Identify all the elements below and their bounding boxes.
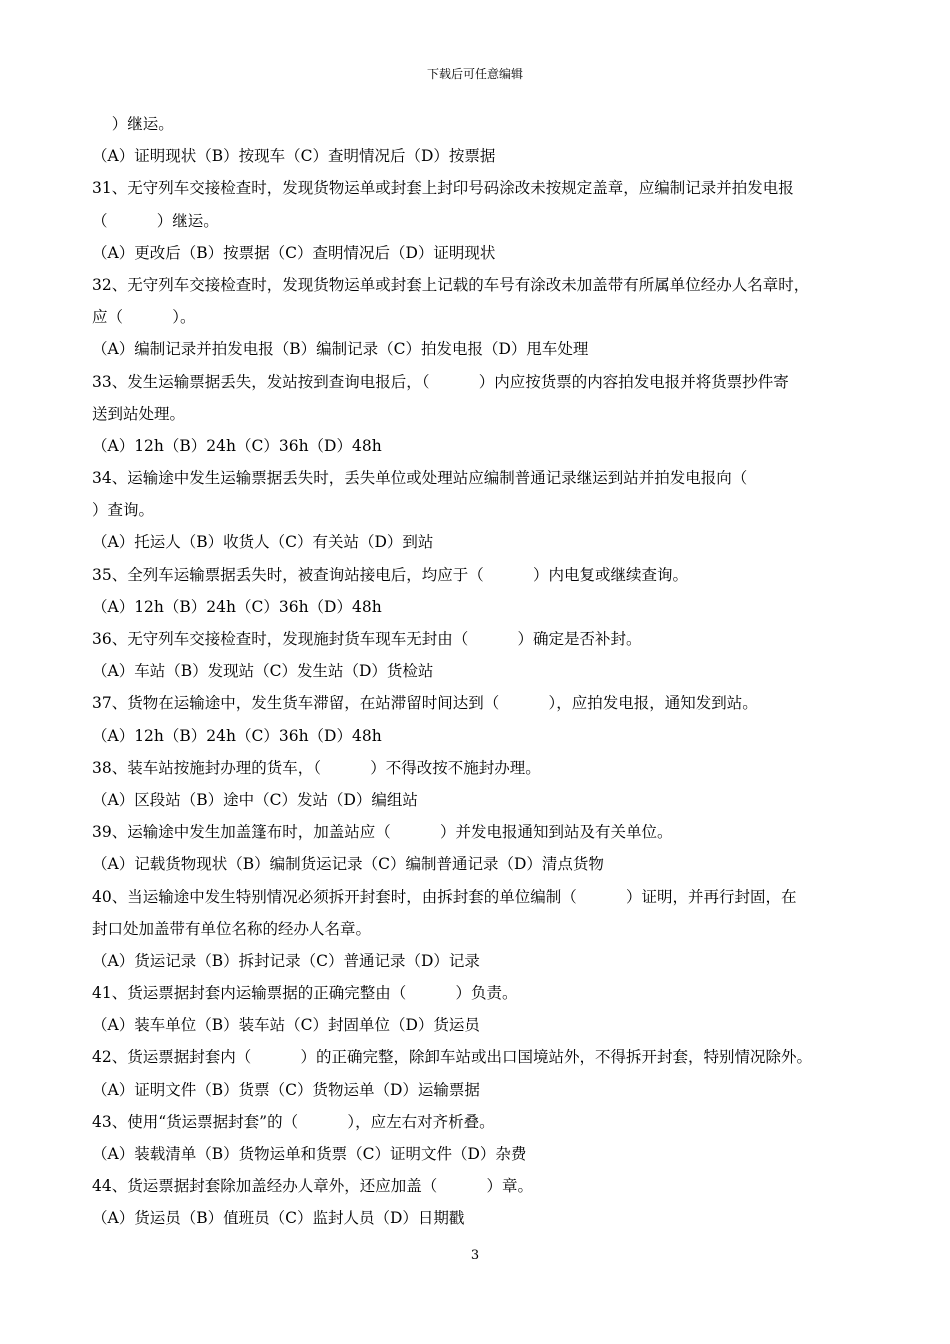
text-line: ）查询。: [92, 501, 155, 520]
text-line: （ ）继运。: [92, 211, 219, 230]
text-line: 应（ ）。: [92, 308, 196, 327]
page-header: 下载后可任意编辑: [426, 67, 523, 81]
text-line: （A）12h（B）24h（C）36h（D）48h: [92, 597, 382, 616]
text-line: 38、装车站按施封办理的货车，（ ）不得改按不施封办理。: [92, 758, 541, 777]
text-line: （A）证明文件（B）货票（C）货物运单（D）运输票据: [92, 1080, 480, 1099]
text-line: 37、货物在运输途中，发生货车滞留，在站滞留时间达到（ ），应拍发电报，通知发到站。: [92, 694, 758, 713]
document-body: [92, 108, 882, 1235]
text-line: 41、货运票据封套内运输票据的正确完整由（ ）负责。: [92, 984, 518, 1003]
text-line: （A）编制记录并拍发电报（B）编制记录（C）拍发电报（D）甩车处理: [92, 340, 589, 359]
text-line: （A）区段站（B）途中（C）发站（D）编组站: [92, 790, 418, 809]
text-line: 44、货运票据封套除加盖经办人章外，还应加盖（ ）章。: [92, 1177, 533, 1196]
text-line: （A）记载货物现状（B）编制货运记录（C）编制普通记录（D）清点货物: [92, 855, 604, 874]
text-line: 35、全列车运输票据丢失时，被查询站接电后，均应于（ ）内电复或继续查询。: [92, 565, 688, 584]
text-line: （A）更改后（B）按票据（C）查明情况后（D）证明现状: [92, 243, 496, 262]
text-line: （A）12h（B）24h（C）36h（D）48h: [92, 436, 382, 455]
text-line: 封口处加盖带有单位名称的经办人名章。: [92, 919, 372, 938]
text-line: （A）证明现状（B）按现车（C）查明情况后（D）按票据: [92, 147, 496, 166]
text-line: （A）装载清单（B）货物运单和货票（C）证明文件（D）杂费: [92, 1145, 527, 1163]
text-line: 39、运输途中发生加盖篷布时，加盖站应（ ）并发电报通知到站及有关单位。: [92, 823, 673, 842]
text-line: 43、使用“货运票据封套”的（ ），应左右对齐析叠。: [92, 1112, 495, 1131]
text-line: （A）货运员（B）值班员（C）监封人员（D）日期戳: [92, 1209, 465, 1228]
text-line: （A）12h（B）24h（C）36h（D）48h: [92, 726, 382, 745]
text-line: 送到站处理。: [92, 404, 186, 423]
text-line: （A）托运人（B）收货人（C）有关站（D）到站: [92, 533, 434, 552]
text-line: 34、运输途中发生运输票据丢失时，丢失单位或处理站应编制普通记录继运到站并拍发电报向（: [92, 469, 748, 488]
text-line: 36、无守列车交接检查时，发现施封货车现车无封由（ ）确定是否补封。: [92, 630, 642, 648]
text-line: （A）装车单位（B）装车站（C）封固单位（D）货运员: [92, 1016, 480, 1035]
text-line: 33、发生运输票据丢失，发站按到查询电报后，（ ）内应按货票的内容拍发电报并将货票抄件寄: [92, 372, 789, 391]
text-line: 32、无守列车交接检查时，发现货物运单或封套上记载的车号有涂改未加盖带有所属单位经办人名章时，: [92, 275, 810, 294]
text-line: （A）货运记录（B）拆封记录（C）普通记录（D）记录: [92, 951, 480, 970]
page-number: 3: [470, 1248, 480, 1263]
text-line: ）继运。: [92, 115, 174, 133]
text-line: 31、无守列车交接检查时，发现货物运单或封套上封印号码涂改未按规定盖章，应编制记录并拍发电报: [92, 179, 794, 198]
text-line: 42、货运票据封套内（ ）的正确完整，除卸车站或出口国境站外，不得拆开封套，特别情况除外。: [92, 1048, 812, 1067]
text-line: （A）车站（B）发现站（C）发生站（D）货检站: [92, 662, 434, 681]
text-line: 40、当运输途中发生特别情况必须拆开封套时，由拆封套的单位编制（ ）证明，并再行封固，在: [92, 887, 797, 906]
